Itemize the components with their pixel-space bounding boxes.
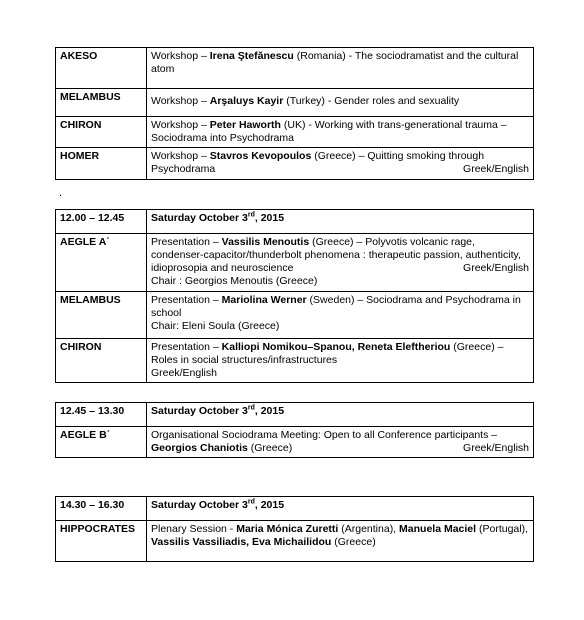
session-cell: Workshop – Stavros Kevopoulos (Greece) – Quitting smoking through Psychodrama Greek/English [147, 148, 534, 179]
speaker-country: (Argentina), [338, 523, 400, 535]
session-title: - The sociodramatist and the cultural atom [151, 50, 519, 76]
session-title: - Gender roles and sexuality [324, 95, 460, 107]
date-cell [147, 210, 534, 234]
session-type: Plenary Session - [151, 523, 237, 535]
session-title: – Quitting smoking through Psychodrama [151, 150, 485, 176]
slot-14-30-table [55, 496, 534, 562]
room-cell: CHIRON [56, 117, 147, 148]
workshops-table [55, 47, 534, 180]
room-cell: CHIRON [56, 338, 147, 382]
room-cell: AKESO [56, 48, 147, 89]
room-cell: MELAMBUS [56, 89, 147, 117]
table-row [56, 427, 534, 458]
room-cell: MELAMBUS [56, 291, 147, 338]
language-label: Greek/English [151, 366, 217, 379]
time-cell: 14.30 – 16.30 [56, 497, 147, 521]
session-line: Presentation – Vassilis Menoutis (Greece) – Polyvotis volcanic rage, condenser-capacitor/thunderbolt phenomena : therapeutic passion, authenticity, idioprosopia and neuroscience [151, 236, 521, 275]
time-cell: 12.45 – 13.30 [56, 403, 147, 427]
table-row [56, 210, 534, 234]
speaker-name: Manuela Maciel [399, 523, 477, 535]
session-type: Workshop [151, 50, 199, 62]
table-row [56, 148, 534, 179]
language-label: Greek/English [463, 262, 529, 275]
table-row [56, 89, 534, 117]
speaker-country: (Greece) [314, 150, 356, 163]
table-row [56, 497, 534, 521]
session-cell: Workshop – Peter Haworth (UK) - Working with trans-generational trauma – Sociodrama into Psychodrama [147, 117, 534, 148]
table-row [56, 234, 534, 292]
session-line: Organisational Sociodrama Meeting: Open to all Conference participants – [151, 429, 498, 441]
speaker-country: (Portugal), [476, 523, 528, 535]
speaker-name: Kalliopi Nomikou–Spanou, Reneta Eleftheriou [221, 340, 451, 353]
session-type: Workshop [151, 95, 199, 107]
speaker-name: Peter Haworth [209, 119, 281, 131]
date-suffix: rd [247, 211, 255, 219]
session-line: Presentation – Mariolina Werner (Sweden) – Sociodrama and Psychodrama in school [151, 293, 521, 319]
language-label: Greek/English [463, 163, 529, 176]
speaker-name: Mariolina Werner [221, 293, 307, 306]
table-row [56, 521, 534, 562]
date-year: , 2015 [254, 499, 285, 511]
session-type: Workshop [151, 119, 199, 131]
speaker-country: (Greece) [250, 442, 293, 455]
speaker-name: Irena Ştefănescu [209, 50, 294, 62]
session-type: Workshop [151, 150, 199, 163]
session-cell: Workshop – Arşaluys Kayir (Turkey) - Gender roles and sexuality [147, 89, 534, 117]
session-cell [147, 427, 534, 458]
session-cell [147, 338, 534, 382]
date-text: Saturday October 3 [151, 499, 248, 511]
speaker-name: Stavros Kevopoulos [209, 150, 312, 163]
date-suffix: rd [247, 498, 255, 506]
chair-line: Chair: Eleni Soula (Greece) [151, 319, 280, 332]
speaker-name: Georgios Chaniotis [151, 442, 248, 455]
date-suffix: rd [247, 404, 255, 412]
language-label: Greek/English [463, 442, 529, 455]
table-row [56, 291, 534, 338]
session-cell [147, 291, 534, 338]
speaker-name: Vassilis Vassiliadis, Eva Michailidou [151, 536, 332, 549]
room-cell: HIPPOCRATES [56, 521, 147, 562]
table-row [56, 48, 534, 89]
slot-12-00-table [55, 209, 534, 383]
speaker-name: Maria Mónica Zuretti [236, 523, 339, 535]
room-cell: AEGLE B΄ [56, 427, 147, 458]
session-cell [147, 234, 534, 292]
speaker-country: (UK) [283, 119, 306, 131]
date-text: Saturday October 3 [151, 405, 248, 417]
speaker-country: (Romania) [296, 50, 346, 62]
table-row [56, 403, 534, 427]
slot-12-45-table [55, 402, 534, 458]
table-row [56, 117, 534, 148]
session-cell [147, 521, 534, 562]
speaker-name: Vassilis Menoutis [221, 236, 310, 248]
date-cell [147, 497, 534, 521]
time-cell: 12.00 – 12.45 [56, 210, 147, 234]
date-text: Saturday October 3 [151, 212, 248, 224]
session-line: Presentation – Kalliopi Nomikou–Spanou, Reneta Eleftheriou (Greece) – Roles in social structures/infrastructures [151, 340, 504, 366]
stray-mark: . [59, 187, 63, 199]
date-year: , 2015 [254, 212, 285, 224]
table-row [56, 338, 534, 382]
room-cell: AEGLE A΄ [56, 234, 147, 292]
chair-line: Chair : Georgios Menoutis (Greece) [151, 275, 318, 288]
date-year: , 2015 [254, 405, 285, 417]
session-cell: Workshop – Irena Ştefănescu (Romania) - The sociodramatist and the cultural atom [147, 48, 534, 89]
speaker-name: Arşaluys Kayir [209, 95, 284, 107]
room-cell: HOMER [56, 148, 147, 179]
session-title: - Working with trans-generational trauma – Sociodrama into Psychodrama [151, 119, 507, 145]
speaker-country: (Turkey) [286, 95, 325, 107]
speaker-country: (Greece) [331, 536, 376, 549]
date-cell [147, 403, 534, 427]
